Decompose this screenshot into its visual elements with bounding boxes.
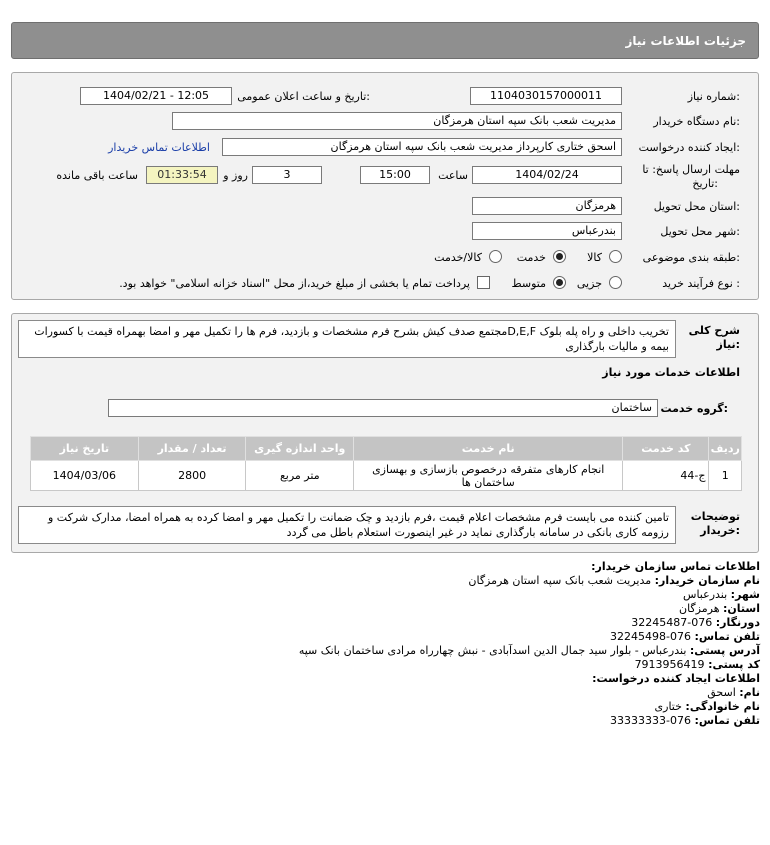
process-medium-radio[interactable]: [553, 276, 566, 289]
deadline-days-label: روز و: [223, 169, 248, 182]
buyer-fax-row: دورنگار: 076-32245487: [631, 616, 760, 629]
announce-field: 1404/02/21 - 12:05: [80, 87, 232, 105]
col-unit: واحد اندازه گیری: [246, 437, 354, 461]
deadline-days-field: 3: [252, 166, 322, 184]
page-header: [11, 22, 759, 59]
remaining-time-label: ساعت باقی مانده: [56, 169, 138, 182]
category-goods-service-radio[interactable]: [489, 250, 502, 263]
service-group-label: گروه خدمت:: [660, 402, 728, 415]
buyer-province-row: استان: هرمزگان: [679, 602, 760, 615]
buyer-address-row: آدرس پستی: بندرعباس - بلوار سید جمال الدین اسدآبادی - نبش چهارراه مرادی ساختمان بانک سپه: [298, 644, 760, 657]
services-table: [30, 436, 742, 491]
deadline-time-field: 15:00: [360, 166, 430, 184]
description-label-line1: شرح کلی: [688, 324, 740, 337]
treasury-payment-note: پرداخت تمام یا بخشی از مبلغ خرید،از محل "اسناد خزانه اسلامی" خواهد بود.: [119, 277, 470, 290]
buyer-org-field: مدیریت شعب بانک سپه استان هرمزگان: [172, 112, 622, 130]
deadline-date-field: 1404/02/24: [472, 166, 622, 184]
buyer-contact-link[interactable]: اطلاعات تماس خریدار: [108, 141, 210, 154]
buyer-org-label: نام دستگاه خریدار:: [653, 115, 740, 128]
col-code: کد خدمت: [623, 437, 709, 461]
category-label: طبقه بندی موضوعی:: [642, 251, 740, 264]
creator-phone-row: تلفن تماس: 076-33333333: [610, 714, 760, 727]
notes-text: تامین کننده می بایست فرم مشخصات اعلام قیمت ،فرم بازدید و چک ضمانت را تکمیل مهر و امضا کرده به همراه امضا، مدارک شرکت و رزومه کاری بانکی در سامانه بارگذاری نماید در غیر اینصورت استعلام باطل می گردد: [18, 506, 676, 544]
requester-field: اسحق ختاری کارپرداز مدیریت شعب بانک سپه استان هرمزگان: [222, 138, 622, 156]
announce-label: تاریخ و ساعت اعلان عمومی:: [237, 90, 370, 103]
services-table-header: [31, 437, 742, 461]
buyer-postal-row: کد پستی: 7913956419: [634, 658, 760, 671]
notes-label-line1: توضیحات: [690, 510, 740, 523]
service-group-field: ساختمان: [108, 399, 658, 417]
description-text: تخریب داخلی و راه پله بلوک D,E,Fمجتمع صدف کیش بشرح فرم مشخصات و بازدید، فرم ها را تکمیل مهر و امضا بهمراه قیمت با کسورات بیمه و مالیات بارگذاری: [18, 320, 676, 358]
cell-unit: متر مربع: [246, 461, 354, 491]
buyer-contact-title: اطلاعات تماس سازمان خریدار:: [591, 560, 760, 573]
creator-name-row: نام: اسحق: [707, 686, 760, 699]
province-field: هرمزگان: [472, 197, 622, 215]
province-label: استان محل تحویل:: [653, 200, 740, 213]
page-title: جزئیات اطلاعات نیاز: [625, 34, 746, 48]
deadline-time-label: ساعت: [438, 169, 468, 182]
notes-label-line2: خریدار:: [700, 524, 740, 537]
buyer-org-row: نام سازمان خریدار: مدیریت شعب بانک سپه استان هرمزگان: [468, 574, 760, 587]
cell-name: انجام کارهای متفرقه درخصوص بازسازی و بهسازی ساختمان ها: [354, 461, 623, 491]
city-label: شهر محل تحویل:: [660, 225, 740, 238]
buyer-city-row: شهر: بندرعباس: [683, 588, 760, 601]
buyer-phone-row: تلفن تماس: 076-32245498: [610, 630, 760, 643]
description-label-line2: نیاز:: [716, 338, 740, 351]
process-medium-label: متوسط: [511, 277, 546, 290]
creator-contact-title: اطلاعات ایجاد کننده درخواست:: [592, 672, 760, 685]
need-services-panel: [11, 313, 759, 553]
category-goods-radio[interactable]: [609, 250, 622, 263]
table-row: [31, 461, 742, 491]
process-partial-radio[interactable]: [609, 276, 622, 289]
col-row: ردیف: [709, 437, 742, 461]
col-name: نام خدمت: [354, 437, 623, 461]
deadline-label-line1: مهلت ارسال پاسخ: تا: [642, 163, 740, 176]
treasury-payment-checkbox[interactable]: [477, 276, 490, 289]
cell-code: ج-44: [623, 461, 709, 491]
need-number-field: 1104030157000011: [470, 87, 622, 105]
col-qty: تعداد / مقدار: [138, 437, 246, 461]
need-number-label: شماره نیاز:: [687, 90, 740, 103]
remaining-time-field: 01:33:54: [146, 166, 218, 184]
requester-label: ایجاد کننده درخواست:: [638, 141, 740, 154]
process-label: نوع فرآیند خرید :: [662, 277, 740, 290]
cell-row: 1: [709, 461, 742, 491]
services-section-title: اطلاعات خدمات مورد نیاز: [602, 366, 740, 379]
col-date: تاریخ نیاز: [31, 437, 139, 461]
category-goods-label: کالا: [587, 251, 602, 264]
cell-qty: 2800: [138, 461, 246, 491]
category-goods-service-label: کالا/خدمت: [434, 251, 482, 264]
cell-date: 1404/03/06: [31, 461, 139, 491]
city-field: بندرعباس: [472, 222, 622, 240]
category-service-label: خدمت: [516, 251, 546, 264]
deadline-label-line2: تاریخ:: [692, 177, 718, 190]
need-details-panel: [11, 72, 759, 300]
creator-family-row: نام خانوادگی: ختاری: [654, 700, 760, 713]
category-service-radio[interactable]: [553, 250, 566, 263]
process-partial-label: جزیی: [576, 277, 602, 290]
